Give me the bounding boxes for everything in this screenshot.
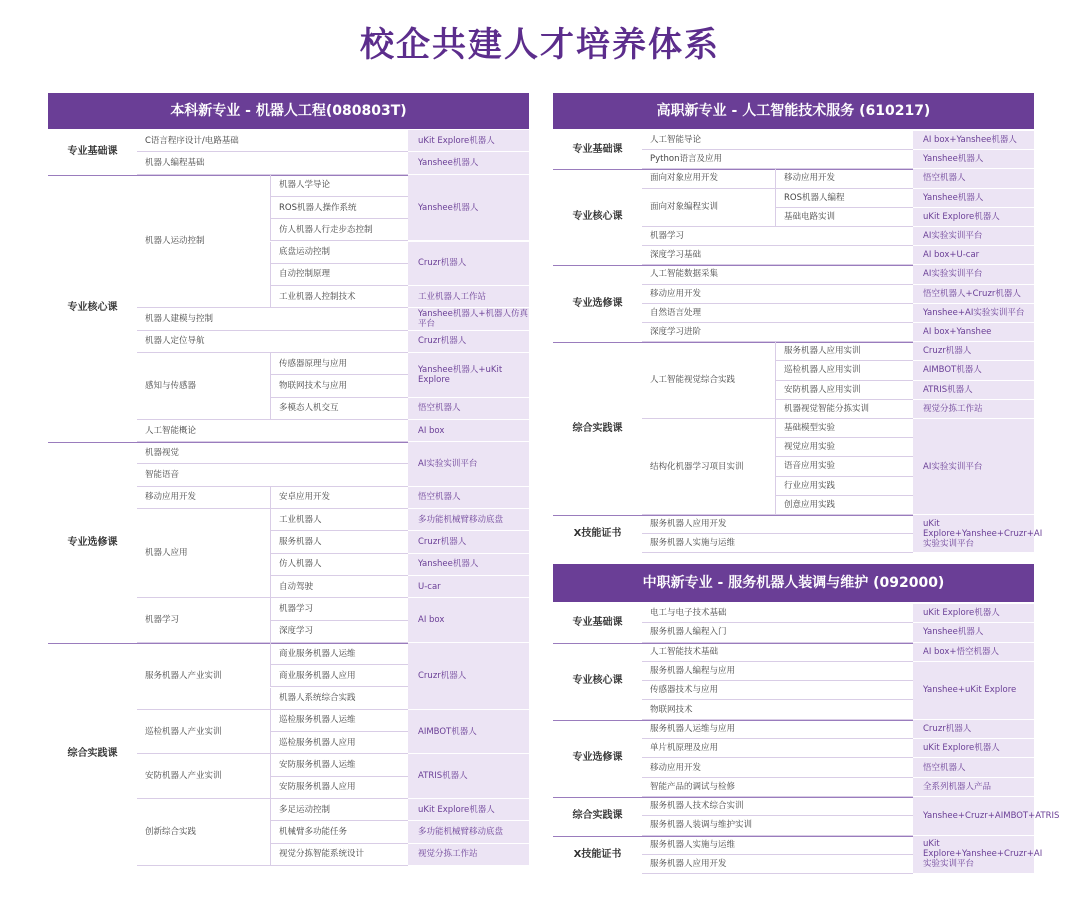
platform-cell: 视觉分拣工作站	[913, 400, 1034, 419]
sub-course-cell: 巡检服务机器人应用	[270, 732, 408, 754]
sub-course-cell: 安防服务机器人应用	[270, 777, 408, 799]
platform-cell: uKit Explore+Yanshee+Cruzr+AI实验实训平台	[913, 515, 1034, 553]
course-cell: 服务机器人实施与运维	[642, 836, 913, 855]
platform-cell: 全系列机器人产品	[913, 778, 1034, 797]
platform-cell: Yanshee机器人	[913, 623, 1034, 642]
course-cell: 机器人建模与控制	[137, 308, 408, 330]
platform-cell: 悟空机器人	[408, 398, 529, 420]
sub-course-cell: 机器学习	[270, 598, 408, 620]
platform-cell: AI box+悟空机器人	[913, 643, 1034, 662]
platform-cell: AI实验实训平台	[913, 419, 1034, 515]
course-cell: 人工智能导论	[642, 131, 913, 150]
category-cell: 专业基础课	[572, 617, 623, 629]
course-cell: 服务机器人产业实训	[137, 643, 270, 710]
course-cell: 移动应用开发	[642, 758, 913, 777]
course-cell: 人工智能技术基础	[642, 643, 913, 662]
category-cell: 专业选修课	[67, 536, 118, 548]
platform-cell: 视觉分拣工作站	[408, 844, 529, 866]
panel-header: 本科新专业 - 机器人工程(080803T)	[48, 93, 529, 129]
platform-cell: Yanshee机器人	[913, 189, 1034, 208]
course-cell: 安防机器人产业实训	[137, 754, 270, 799]
platform-cell: 悟空机器人	[408, 487, 529, 509]
category-cell: 专业核心课	[572, 211, 623, 223]
panel-header: 高职新专业 - 人工智能技术服务 (610217)	[553, 93, 1034, 129]
platform-cell: 悟空机器人	[913, 169, 1034, 188]
sub-course-cell: 机械臂多功能任务	[270, 821, 408, 843]
category-cell: 综合实践课	[67, 748, 118, 760]
course-cell: 人工智能概论	[137, 420, 408, 442]
sub-course-cell: 传感器原理与应用	[270, 353, 408, 375]
panel-header: 中职新专业 - 服务机器人装调与维护 (092000)	[553, 564, 1034, 602]
sub-course-cell: 行业应用实践	[775, 477, 913, 496]
sub-course-cell: 机器视觉智能分拣实训	[775, 400, 913, 419]
platform-cell: Yanshee+uKit Explore	[913, 662, 1034, 720]
sub-course-cell: 机器人系统综合实践	[270, 688, 408, 710]
platform-cell: 多功能机械臂移动底盘	[408, 509, 529, 531]
category-cell: 专业基础课	[572, 144, 623, 156]
category-cell: 专业基础课	[67, 146, 118, 158]
platform-cell: Yanshee机器人+机器人仿真平台	[408, 308, 529, 330]
platform-cell: Cruzr机器人	[408, 531, 529, 553]
category-cell: 专业选修课	[572, 752, 623, 764]
sub-course-cell: 多足运动控制	[270, 799, 408, 821]
sub-course-cell: 深度学习	[270, 621, 408, 643]
platform-cell: Yanshee机器人	[408, 554, 529, 576]
platform-cell: AI box+Yanshee	[913, 323, 1034, 342]
sub-course-cell: 多模态人机交互	[270, 398, 408, 420]
course-cell: 结构化机器学习项目实训	[642, 419, 775, 515]
category-cell: 专业选修课	[572, 297, 623, 309]
platform-cell: AI box	[408, 420, 529, 442]
course-cell: 感知与传感器	[137, 353, 270, 420]
course-cell: 机器人定位导航	[137, 331, 408, 353]
sub-course-cell: 机器人学导论	[270, 175, 408, 197]
course-cell: C语言程序设计/电路基础	[137, 130, 408, 152]
platform-cell: uKit Explore机器人	[913, 604, 1034, 623]
course-cell: Python语言及应用	[642, 150, 913, 169]
sub-course-cell: 服务机器人应用实训	[775, 342, 913, 361]
course-cell: 服务机器人运维与应用	[642, 720, 913, 739]
sub-course-cell: 商业服务机器人运维	[270, 643, 408, 665]
platform-cell: 工业机器人工作站	[408, 286, 529, 308]
category-cell: 综合实践课	[572, 422, 623, 434]
sub-course-cell: 工业机器人控制技术	[270, 286, 408, 308]
course-cell: 移动应用开发	[642, 285, 913, 304]
vocational-college-panel	[553, 93, 1043, 553]
platform-cell: Yanshee机器人+uKit Explore	[408, 353, 529, 398]
sub-course-cell: 服务机器人	[270, 531, 408, 553]
sub-course-cell: 巡检服务机器人运维	[270, 710, 408, 732]
course-cell: 传感器技术与应用	[642, 681, 913, 700]
sub-course-cell: 安防机器人应用实训	[775, 381, 913, 400]
course-cell: 面向对象编程实训	[642, 189, 775, 227]
sub-course-cell: 仿人机器人	[270, 554, 408, 576]
category-cell: 专业核心课	[67, 302, 118, 314]
secondary-vocational-panel	[553, 564, 1060, 874]
platform-cell: uKit Explore+Yanshee+Cruzr+AI实验实训平台	[913, 836, 1034, 875]
sub-course-cell: 自动控制原理	[270, 264, 408, 286]
course-cell: 巡检机器人产业实训	[137, 710, 270, 755]
course-cell: 创新综合实践	[137, 799, 270, 866]
platform-cell: Cruzr机器人	[408, 331, 529, 353]
sub-course-cell: 自动驾驶	[270, 576, 408, 598]
course-cell: 电工与电子技术基础	[642, 604, 913, 623]
course-cell: 智能产品的调试与检修	[642, 778, 913, 797]
course-cell: 服务机器人技术综合实训	[642, 797, 913, 816]
platform-cell: AI实验实训平台	[913, 265, 1034, 284]
sub-course-cell: 物联网技术与应用	[270, 375, 408, 397]
sub-course-cell: 底盘运动控制	[270, 242, 408, 264]
platform-cell: ATRIS机器人	[408, 754, 529, 799]
course-cell: 机器学习	[642, 227, 913, 246]
platform-cell: uKit Explore机器人	[408, 799, 529, 821]
course-cell: 移动应用开发	[137, 487, 270, 509]
platform-cell: Yanshee+AI实验实训平台	[913, 304, 1034, 323]
course-cell: 自然语言处理	[642, 304, 913, 323]
platform-cell: U-car	[408, 576, 529, 598]
platform-cell: uKit Explore机器人	[913, 208, 1034, 227]
platform-cell: AIMBOT机器人	[408, 710, 529, 755]
platform-cell: 悟空机器人+Cruzr机器人	[913, 285, 1034, 304]
sub-course-cell: 视觉分拣智能系统设计	[270, 844, 408, 866]
platform-cell: AI实验实训平台	[408, 442, 529, 487]
course-cell: 智能语音	[137, 465, 408, 487]
course-cell: 机器人运动控制	[137, 175, 270, 309]
platform-cell: Yanshee+Cruzr+AIMBOT+ATRIS	[913, 797, 1034, 836]
undergraduate-panel	[48, 93, 529, 874]
course-cell: 机器学习	[137, 598, 270, 643]
course-cell: 服务机器人编程与应用	[642, 662, 913, 681]
course-cell: 物联网技术	[642, 701, 913, 720]
sub-course-cell: 语音应用实验	[775, 457, 913, 476]
platform-cell: Yanshee机器人	[408, 175, 529, 242]
course-cell: 面向对象应用开发	[642, 169, 775, 188]
platform-cell: Cruzr机器人	[408, 242, 529, 287]
course-cell: 机器人编程基础	[137, 152, 408, 174]
platform-cell: 多功能机械臂移动底盘	[408, 821, 529, 843]
course-cell: 人工智能视觉综合实践	[642, 342, 775, 419]
category-cell: X技能证书	[573, 528, 622, 540]
course-cell: 人工智能数据采集	[642, 265, 913, 284]
page-title: 校企共建人才培养体系	[360, 25, 720, 65]
sub-course-cell: 巡检机器人应用实训	[775, 361, 913, 380]
platform-cell: uKit Explore机器人	[408, 130, 529, 152]
platform-cell: 悟空机器人	[913, 758, 1034, 777]
sub-course-cell: 移动应用开发	[775, 169, 913, 188]
platform-cell: AI box	[408, 598, 529, 643]
course-cell: 服务机器人编程入门	[642, 623, 913, 642]
sub-course-cell: 商业服务机器人应用	[270, 665, 408, 687]
platform-cell: ATRIS机器人	[913, 381, 1034, 400]
platform-cell: uKit Explore机器人	[913, 739, 1034, 758]
platform-cell: Cruzr机器人	[408, 643, 529, 710]
platform-cell: Cruzr机器人	[913, 342, 1034, 361]
sub-course-cell: 安卓应用开发	[270, 487, 408, 509]
course-cell: 机器视觉	[137, 442, 408, 464]
platform-cell: AI box+Yanshee机器人	[913, 131, 1034, 150]
course-cell: 机器人应用	[137, 509, 270, 598]
platform-cell: AI实验实训平台	[913, 227, 1034, 246]
course-cell: 单片机原理及应用	[642, 739, 913, 758]
sub-course-cell: ROS机器人操作系统	[270, 197, 408, 219]
platform-cell: AI box+U-car	[913, 246, 1034, 265]
platform-cell: Yanshee机器人	[408, 152, 529, 174]
sub-course-cell: 工业机器人	[270, 509, 408, 531]
sub-course-cell: ROS机器人编程	[775, 189, 913, 208]
course-cell: 服务机器人应用开发	[642, 515, 913, 534]
course-cell: 服务机器人实施与运维	[642, 534, 913, 553]
category-cell: 综合实践课	[572, 810, 623, 822]
sub-course-cell: 基础电路实训	[775, 208, 913, 227]
course-cell: 服务机器人装调与维护实训	[642, 816, 913, 835]
sub-course-cell: 创意应用实践	[775, 496, 913, 515]
category-cell: 专业核心课	[572, 675, 623, 687]
course-cell: 深度学习进阶	[642, 323, 913, 342]
sub-course-cell: 基础模型实验	[775, 419, 913, 438]
sub-course-cell: 仿人机器人行走步态控制	[270, 219, 408, 241]
platform-cell: Cruzr机器人	[913, 720, 1034, 739]
category-cell: X技能证书	[573, 848, 622, 860]
platform-cell: AIMBOT机器人	[913, 361, 1034, 380]
sub-course-cell: 视觉应用实验	[775, 438, 913, 457]
sub-course-cell: 安防服务机器人运维	[270, 754, 408, 776]
course-cell: 服务机器人应用开发	[642, 855, 913, 874]
platform-cell: Yanshee机器人	[913, 150, 1034, 169]
course-cell: 深度学习基础	[642, 246, 913, 265]
